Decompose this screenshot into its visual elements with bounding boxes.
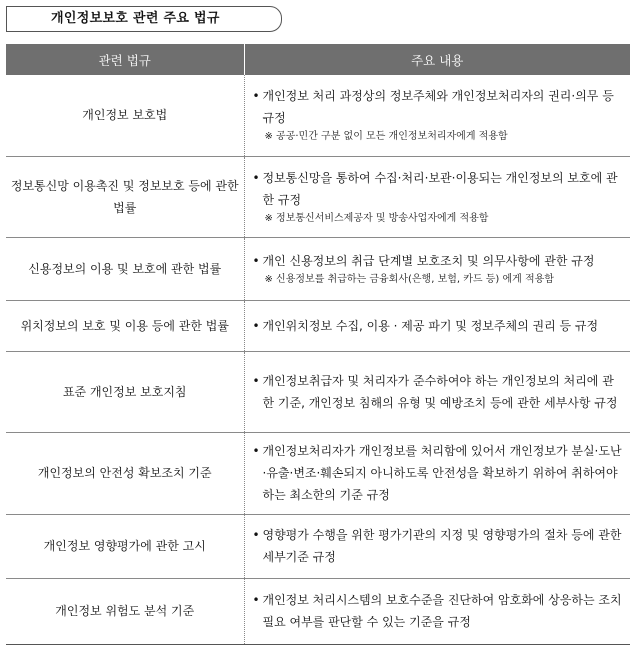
law-name: 개인정보 영향평가에 관한 고시 (6, 514, 244, 578)
law-description (253, 589, 625, 633)
table-row (6, 75, 630, 156)
bullet-icon: • (252, 89, 260, 104)
table-row (6, 237, 630, 300)
section-title: 개인정보보호 관련 주요 법규 (6, 6, 282, 32)
bullet-icon: • (252, 528, 260, 542)
description-text: 개인정보취급자 및 처리자가 준수하여야 하는 개인정보의 처리에 관한 기준, 개인정보 침해의 유형 및 예방조치 등에 관한 세부사항 규정 (262, 373, 618, 410)
description-text: 개인 신용정보의 취급 단계별 보호조치 및 의무사항에 관한 규정 (262, 253, 595, 268)
bullet-icon: • (252, 170, 260, 185)
bullet-icon: • (252, 253, 260, 268)
header-content: 주요 내용 (244, 44, 630, 75)
table-row (6, 432, 630, 514)
law-table (6, 44, 630, 645)
law-name: 정보통신망 이용촉진 및 정보보호 등에 관한 법률 (6, 156, 244, 237)
law-content-cell (244, 156, 630, 237)
table-header-row (6, 44, 630, 75)
law-content-cell (244, 351, 630, 432)
bullet-icon: • (252, 318, 260, 333)
law-content-cell (244, 300, 630, 351)
description-text: 개인위치정보 수집, 이용 · 제공 파기 및 정보주체의 권리 등 규정 (262, 318, 599, 333)
law-note: ※ 정보통신서비스제공자 및 방송사업자에게 적용함 (264, 212, 489, 224)
law-description (253, 167, 625, 211)
law-name: 표준 개인정보 보호지침 (6, 351, 244, 432)
law-note: ※ 신용정보를 취급하는 금융회사(은행, 보험, 카드 등) 에게 적용함 (264, 273, 554, 285)
description-text: 개인정보 처리시스템의 보호수준을 진단하여 암호화에 상응하는 조치필요 여부를 판단할 수 있는 기준을 규정 (262, 593, 622, 629)
description-text: 정보통신망을 통하여 수집·처리·보관·이용되는 개인정보의 보호에 관한 규정 (262, 170, 618, 207)
table-row (6, 578, 630, 644)
law-name: 개인정보 위험도 분석 기준 (6, 578, 244, 644)
table-row (6, 156, 630, 237)
law-description (253, 250, 625, 272)
table-row (6, 300, 630, 351)
law-note: ※ 공공·민간 구분 없이 모든 개인정보처리자에게 적용함 (264, 131, 508, 143)
table-row (6, 351, 630, 432)
description-text: 개인정보 처리 과정상의 정보주체와 개인정보처리자의 권리·의무 등 규정 (262, 89, 614, 126)
law-name: 신용정보의 이용 및 보호에 관한 법률 (6, 237, 244, 300)
law-content-cell (244, 578, 630, 644)
law-content-cell (244, 514, 630, 578)
law-name: 개인정보 보호법 (6, 75, 244, 156)
law-description (253, 315, 625, 337)
bullet-icon: • (252, 444, 260, 458)
table-row (6, 514, 630, 578)
description-text: 영향평가 수행을 위한 평가기관의 지정 및 영향평가의 절차 등에 관한 세부기준 규정 (262, 528, 622, 564)
law-description (253, 440, 625, 506)
description-text: 개인정보처리자가 개인정보를 처리함에 있어서 개인정보가 분실·도난·유출·변조·훼손되지 아니하도록 안전성을 확보하기 위하여 취하여야 하는 최소한의 기준 규정 (262, 444, 622, 502)
law-description (253, 524, 625, 568)
law-content-cell (244, 432, 630, 514)
bullet-icon: • (252, 593, 260, 607)
bullet-icon: • (252, 373, 260, 388)
law-content-cell (244, 75, 630, 156)
law-description (253, 370, 625, 414)
law-description (253, 85, 625, 129)
law-name: 위치정보의 보호 및 이용 등에 관한 법률 (6, 300, 244, 351)
law-name: 개인정보의 안전성 확보조치 기준 (6, 432, 244, 514)
law-content-cell (244, 237, 630, 300)
header-law: 관련 법규 (6, 44, 244, 75)
